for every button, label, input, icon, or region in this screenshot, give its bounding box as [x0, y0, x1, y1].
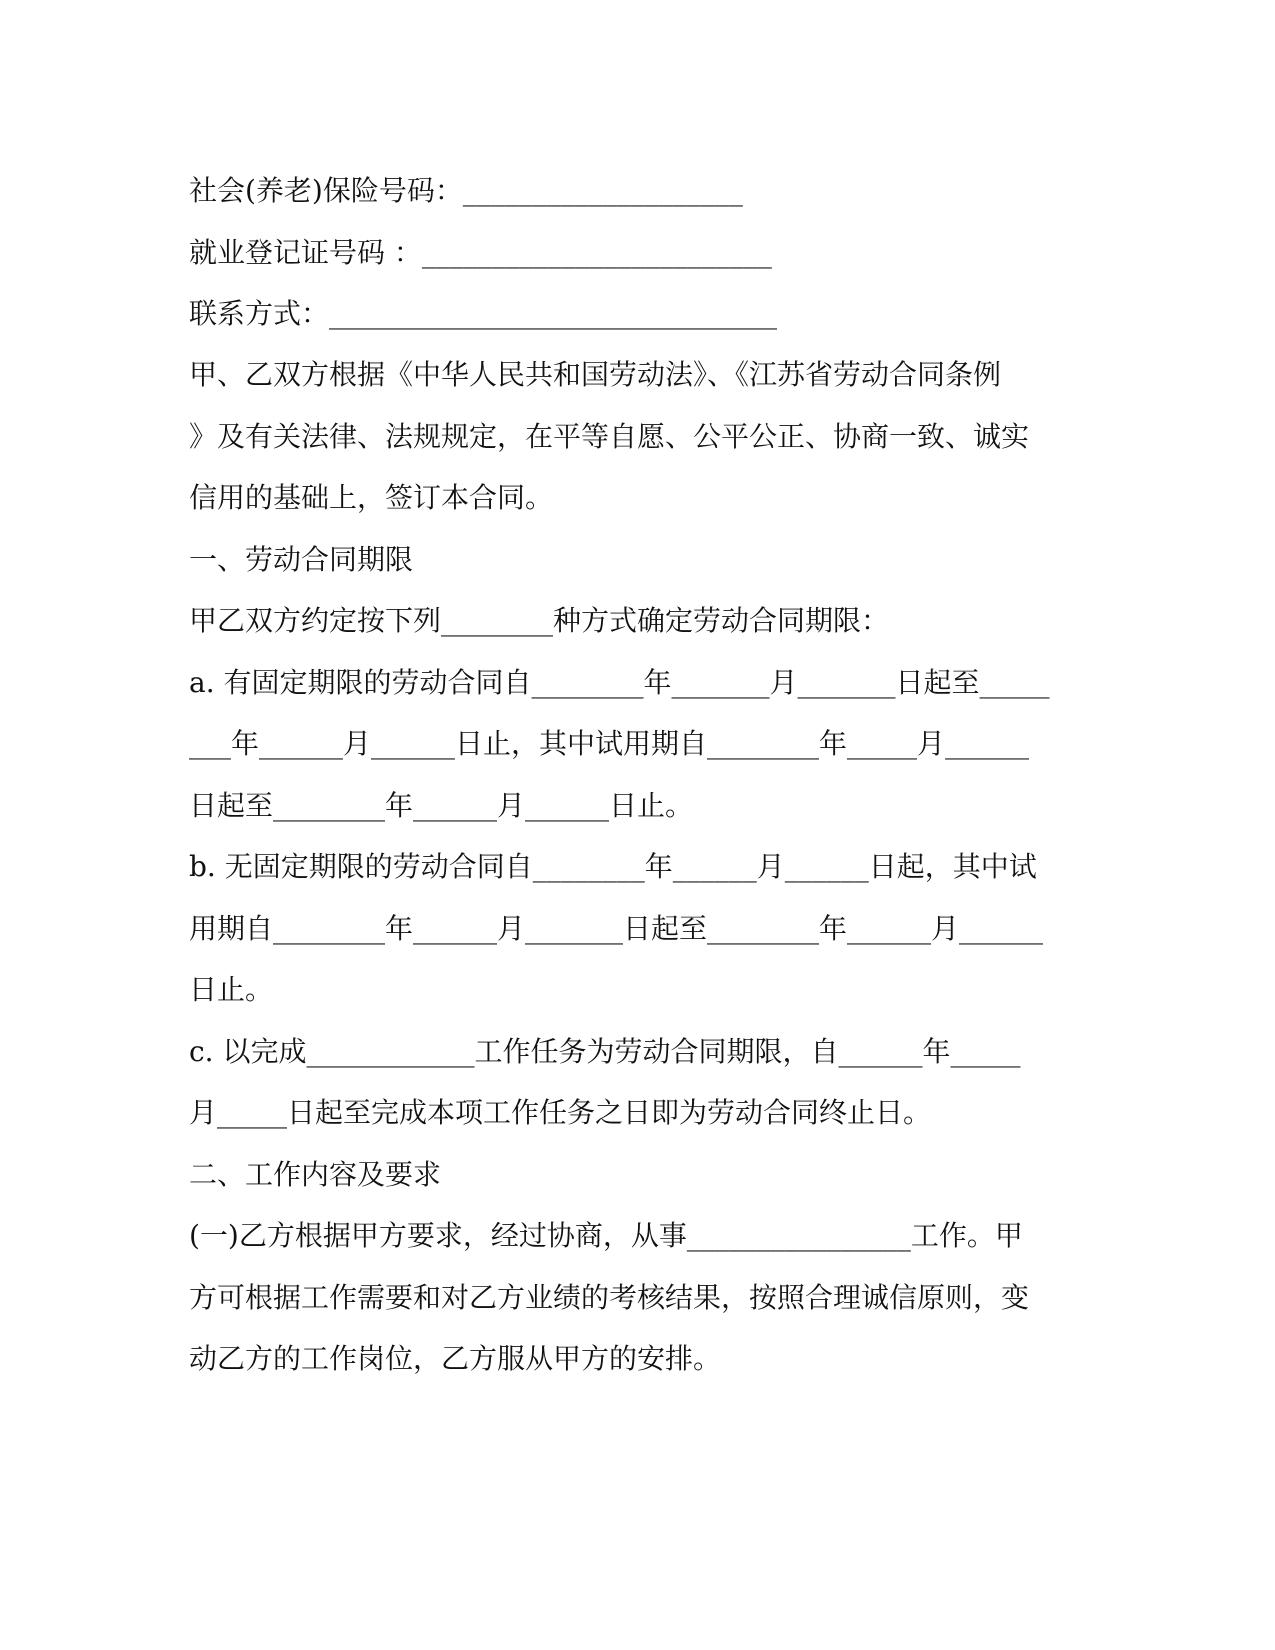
task-term-line-2: 月_____日起至完成本项工作任务之日即为劳动合同终止日。	[189, 1096, 932, 1129]
work-content-line-3: 动乙方的工作岗位，乙方服从甲方的安排。	[189, 1342, 722, 1375]
employment-registration-number-line: 就业登记证号码 ：_________________________	[189, 236, 772, 269]
preamble-line-3: 信用的基础上，签订本合同。	[189, 481, 554, 514]
contract-term-method-line: 甲乙双方约定按下列________种方式确定劳动合同期限：	[189, 604, 890, 637]
fixed-term-line-2: ___年______月______日止，其中试用期自________年_____月______	[189, 727, 1030, 760]
section-heading-work-content: 二、工作内容及要求	[189, 1158, 442, 1191]
social-insurance-number-line: 社会(养老)保险号码：____________________	[189, 174, 743, 207]
preamble-line-2: 》及有关法律、法规规定，在平等自愿、公平公正、协商一致、诚实	[189, 420, 1030, 453]
open-term-line-2: 用期自________年______月_______日起至________年______月______	[189, 912, 1044, 945]
preamble-line-1: 甲、乙双方根据《中华人民共和国劳动法》、《江苏省劳动合同条例	[189, 358, 1002, 391]
section-heading-contract-term: 一、劳动合同期限	[189, 543, 414, 576]
fixed-term-line-1: a. 有固定期限的劳动合同自________年_______月_______日起至_____	[189, 666, 1050, 699]
fixed-term-line-3: 日起至________年______月______日止。	[189, 789, 694, 822]
work-content-line-1: (一)乙方根据甲方要求，经过协商，从事________________工作。甲	[189, 1219, 1023, 1252]
open-term-line-1: b. 无固定期限的劳动合同自________年______月______日起，其中试	[189, 850, 1037, 883]
work-content-line-2: 方可根据工作需要和对乙方业绩的考核结果，按照合理诚信原则，变	[189, 1281, 1030, 1314]
open-term-line-3: 日止。	[189, 973, 274, 1006]
task-term-line-1: c. 以完成____________工作任务为劳动合同期限，自______年_____	[189, 1035, 1021, 1068]
contact-info-line: 联系方式：________________________________	[189, 297, 778, 330]
